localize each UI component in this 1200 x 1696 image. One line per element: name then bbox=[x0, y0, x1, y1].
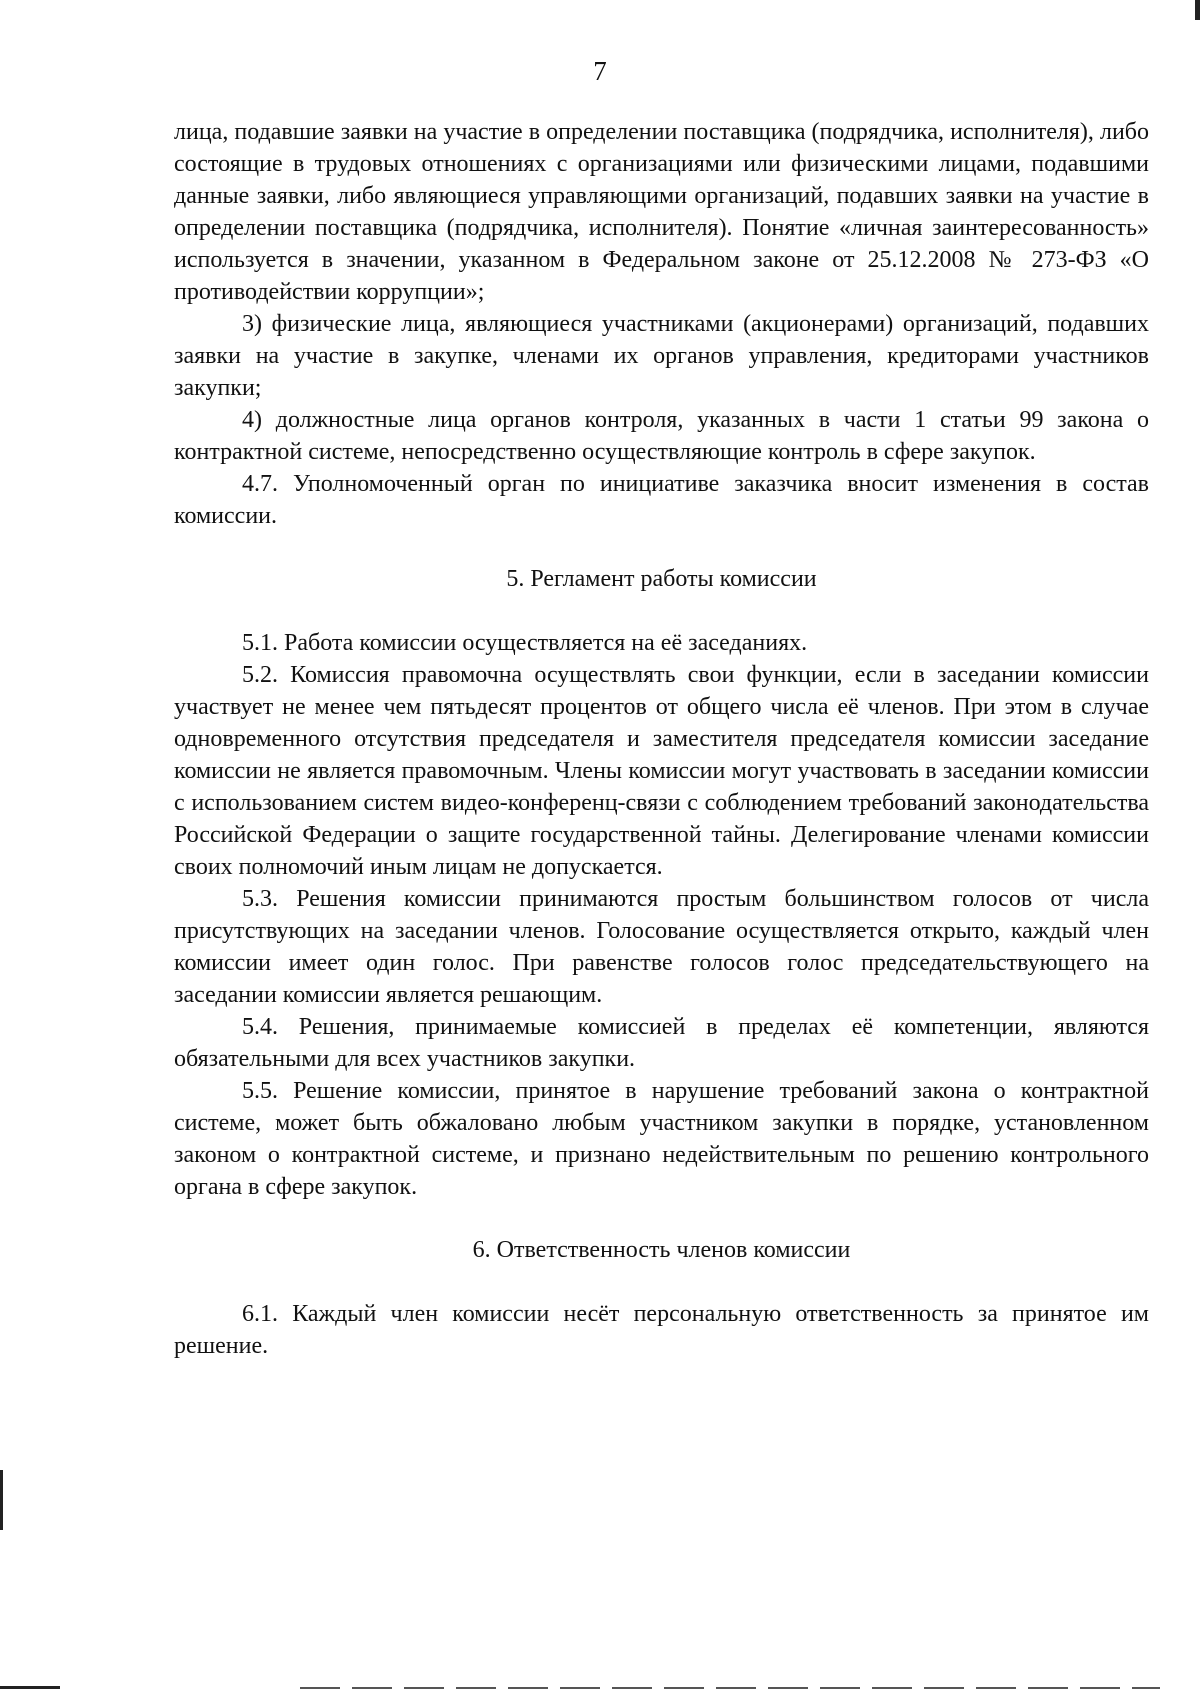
page-number: 7 bbox=[593, 56, 607, 86]
paragraph-continuation: лица, подавшие заявки на участие в определении поставщика (подрядчика, исполнителя), либо состоящие в трудовых отношениях с организациями или физическими лицами, подавшими данные заявки, либо являющиеся управляющими организаций, подавших заявки на участие в определении поставщика (подрядчика, исполнителя). Понятие «личная заинтересованность» используется в значении, указанном в Федеральном законе от 25.12.2008 № 273-ФЗ «О противодействии коррупции»; bbox=[174, 119, 1149, 305]
scan-artifact bbox=[0, 1686, 60, 1689]
scan-artifact-dashes bbox=[300, 1687, 1160, 1689]
scan-artifact bbox=[1195, 0, 1200, 20]
paragraph-clause-5-2: 5.2. Комиссия правомочна осуществлять свои функции, если в заседании комиссии участвует не менее чем пятьдесят процентов от общего числа её членов. При этом в случае одновременного отсутствия председателя и заместителя председателя комиссии заседание комиссии не является правомочным. Члены комиссии могут участвовать в заседании комиссии с использованием систем видео-конференц-связи с соблюдением требований законодательства Российской Федерации о защите государственной тайны. Делегирование членами комиссии своих полномочий иным лицам не допускается. bbox=[174, 662, 1149, 880]
spacer bbox=[174, 1203, 1149, 1234]
paragraph-item-4: 4) должностные лица органов контроля, указанных в части 1 статьи 99 закона о контрактной системе, непосредственно осуществляющие контроль в сфере закупок. bbox=[174, 407, 1149, 465]
scan-artifact bbox=[0, 1470, 3, 1530]
section-5-heading: 5. Регламент работы комиссии bbox=[506, 566, 817, 592]
spacer bbox=[174, 1266, 1149, 1298]
paragraph-clause-5-1: 5.1. Работа комиссии осуществляется на её заседаниях. bbox=[242, 630, 808, 656]
section-6-heading: 6. Ответственность членов комиссии bbox=[472, 1237, 851, 1263]
paragraph-clause-5-4: 5.4. Решения, принимаемые комиссией в пределах её компетенции, являются обязательными для всех участников закупки. bbox=[174, 1014, 1149, 1072]
spacer bbox=[174, 595, 1149, 627]
document-body bbox=[174, 116, 1149, 1362]
paragraph-clause-5-5: 5.5. Решение комиссии, принятое в нарушение требований закона о контрактной системе, может быть обжаловано любым участником закупки в порядке, установленном законом о контрактной системе, и признано недействительным по решению контрольного органа в сфере закупок. bbox=[174, 1078, 1149, 1200]
paragraph-clause-6-1: 6.1. Каждый член комиссии несёт персональную ответственность за принятое им решение. bbox=[174, 1301, 1149, 1359]
paragraph-clause-4-7: 4.7. Уполномоченный орган по инициативе заказчика вносит изменения в состав комиссии. bbox=[174, 471, 1149, 529]
spacer bbox=[174, 532, 1149, 563]
paragraph-item-3: 3) физические лица, являющиеся участниками (акционерами) организаций, подавших заявки на участие в закупке, членами их органов управления, кредиторами участников закупки; bbox=[174, 311, 1149, 401]
paragraph-clause-5-3: 5.3. Решения комиссии принимаются простым большинством голосов от числа присутствующих на заседании членов. Голосование осуществляется открыто, каждый член комиссии имеет один голос. При равенстве голосов голос председательствующего на заседании комиссии является решающим. bbox=[174, 886, 1149, 1008]
